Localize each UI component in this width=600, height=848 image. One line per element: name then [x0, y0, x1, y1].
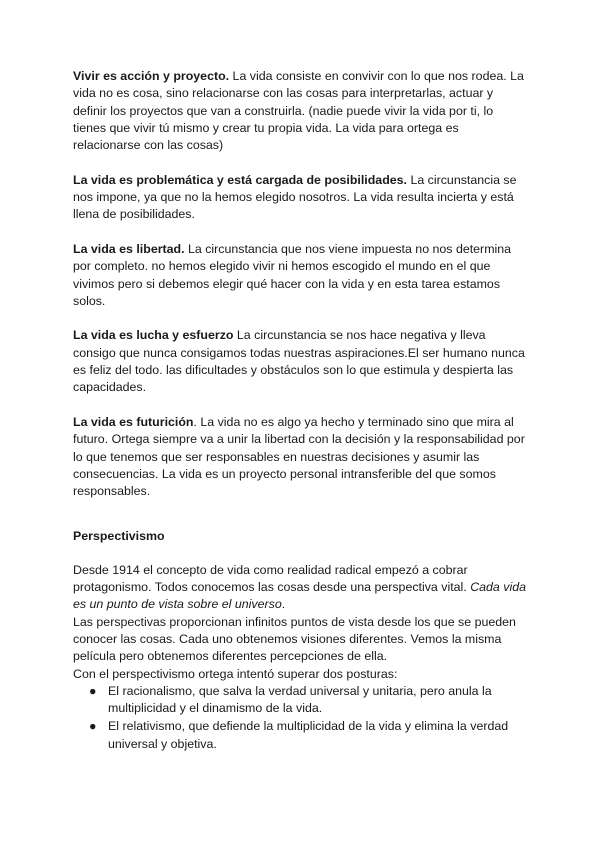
paragraph-body: La circunstancia se nos hace negativa y lleva consigo que nunca consigamos todas nuestras aspiraciones.El ser humano nunca es feliz del todo. las dificultades y obstáculos son lo que estimula y despierta las capacidades.	[73, 328, 525, 395]
list-item-text: El racionalismo, que salva la verdad universal y unitaria, pero anula la multiplicidad y el dinamismo de la vida.	[108, 683, 492, 716]
paragraph-vida-accion	[73, 68, 529, 154]
paragraph-title: La vida es futurición	[73, 414, 194, 429]
section-line-perspectivas: Las perspectivas proporcionan infinitos puntos de vista desde los que se pueden conocer las cosas. Cada uno obtenemos visiones diferentes. Vemos la misma película pero obtenemos diferentes percepciones de ella.	[73, 614, 516, 664]
list-item-text: El relativismo, que defiende la multiplicidad de la vida y elimina la verdad universal y objetiva.	[108, 719, 509, 751]
paragraph-body: La circunstancia se nos impone, ya que no la hemos elegido nosotros. La vida resulta incierta y está llena de posibilidades.	[73, 172, 517, 222]
intro-end: .	[281, 597, 286, 612]
paragraph-title: La vida es problemática y está cargada de posibilidades.	[73, 172, 407, 187]
intro-text: Desde 1914 el concepto de vida como realidad radical empezó a cobrar protagonismo. Todos conocemos las cosas desde una perspectiva vital.	[73, 562, 471, 595]
section-heading: Perspectivismo	[73, 529, 165, 544]
paragraph-title: La vida es lucha y esfuerzo	[73, 328, 234, 343]
document-page	[73, 68, 529, 754]
bullet-icon: ●	[89, 719, 97, 734]
paragraph-vida-futuricion	[73, 414, 529, 500]
paragraph-title: Vivir es acción y proyecto.	[73, 69, 230, 83]
section-line-posturas: Con el perspectivismo ortega intentó superar dos posturas:	[73, 666, 398, 681]
paragraph-body: La vida consiste en convivir con lo que nos rodea. La vida no es cosa, sino relacionarse con las cosas para interpretarlas, actuar y definir los proyectos que van a construirla. (nadie puede vivir la vida por ti, lo tienes que vivir tú mismo y crear tu propia vida. La vida para ortega es relacionarse con las cosas)	[73, 69, 524, 153]
paragraph-body: La circunstancia que nos viene impuesta no nos determina por completo. no hemos elegido vivir ni hemos escogido el mundo en el que vivimos pero si debemos elegir qué hacer con la vida y en esta tarea estamos solos.	[73, 241, 512, 308]
section-intro	[73, 562, 529, 614]
paragraph-body: . La vida no es algo ya hecho y terminado sino que mira al futuro. Ortega siempre va a unir la libertad con la decisión y la responsabilidad por lo que tenemos que ser responsables en nuestras decisiones y asumir las consecuencias. La vida es un proyecto personal intransferible del que somos responsables.	[73, 414, 525, 499]
paragraph-title: La vida es libertad.	[73, 241, 185, 256]
list-item	[89, 683, 529, 718]
paragraph-vida-libertad	[73, 241, 529, 310]
paragraph-vida-problematica	[73, 172, 529, 224]
bullet-icon: ●	[89, 683, 97, 698]
intro-italic-quote: Cada vida es un punto de vista sobre el universo	[73, 580, 526, 612]
bullet-list	[73, 683, 529, 753]
paragraph-vida-lucha	[73, 327, 529, 396]
list-item	[89, 718, 529, 753]
